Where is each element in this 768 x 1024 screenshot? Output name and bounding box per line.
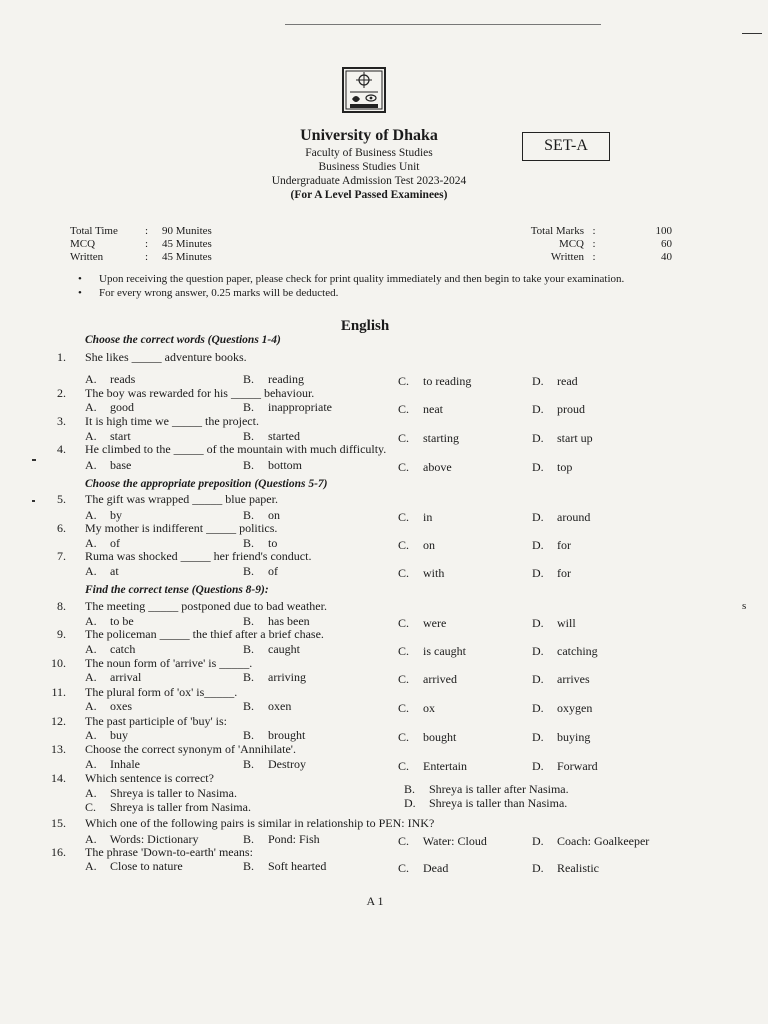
option-letter: C. [398, 566, 410, 580]
option-letter: A. [85, 859, 97, 873]
option-a[interactable] [85, 458, 131, 472]
question-text: Which one of the following pairs is similar in relationship to PEN: INK? [85, 816, 435, 830]
option-c[interactable] [398, 730, 456, 744]
option-c[interactable] [398, 538, 435, 552]
option-letter: A. [85, 786, 97, 800]
option-letter: B. [243, 757, 255, 771]
option-d[interactable] [532, 644, 598, 658]
option-text: in [423, 510, 433, 524]
option-c[interactable] [398, 402, 443, 416]
option-letter: A. [85, 728, 97, 742]
option-letter: D. [532, 616, 544, 630]
meta-key: MCQ [558, 238, 584, 250]
option-text: ox [423, 701, 435, 715]
question-text: The noun form of 'arrive' is _____. [85, 656, 253, 670]
option-letter: B. [243, 670, 255, 684]
option-letter: A. [85, 536, 97, 550]
question-number: 16. [51, 845, 66, 859]
question-number: 3. [57, 414, 66, 428]
option-text: arrival [110, 670, 142, 684]
meta-value: 45 Minutes [162, 251, 212, 263]
option-b[interactable] [243, 508, 280, 522]
option-letter: B. [243, 372, 255, 386]
question-number: 13. [51, 742, 66, 756]
option-letter: B. [243, 614, 255, 628]
option-letter: D. [532, 460, 544, 474]
option-text: Coach: Goalkeeper [557, 834, 650, 848]
option-text: Soft hearted [268, 859, 327, 873]
question-number: 14. [51, 771, 66, 785]
option-text: with [423, 566, 445, 580]
test-name: Undergraduate Admission Test 2023-2024 [271, 175, 467, 187]
option-text: Shreya is taller to Nasima. [110, 786, 237, 800]
option-text: Words: Dictionary [109, 832, 199, 846]
question-text: The gift was wrapped _____ blue paper. [85, 492, 278, 506]
question-number: 9. [57, 627, 66, 641]
option-letter: D. [532, 644, 544, 658]
margin-mark [32, 500, 35, 502]
option-text: top [557, 460, 573, 474]
option-letter: D. [532, 566, 544, 580]
option-text: for [557, 566, 571, 580]
option-b[interactable] [404, 782, 569, 796]
option-d[interactable] [532, 616, 576, 630]
option-a[interactable] [85, 670, 141, 684]
option-text: has been [268, 614, 310, 628]
option-text: will [557, 616, 576, 630]
option-letter: C. [398, 510, 410, 524]
option-letter: B. [243, 508, 255, 522]
option-text: Destroy [268, 757, 306, 771]
option-text: to be [110, 614, 134, 628]
option-text: Dead [423, 861, 449, 875]
faculty-name: Faculty of Business Studies [305, 147, 433, 159]
option-c[interactable] [398, 759, 467, 773]
option-text: at [110, 564, 119, 578]
option-letter: B. [243, 564, 255, 578]
question-number: 6. [57, 521, 66, 535]
option-a[interactable] [85, 536, 120, 550]
question-text: Choose the correct synonym of 'Annihilate'. [85, 742, 296, 756]
option-letter: A. [85, 400, 97, 414]
option-a[interactable] [85, 832, 198, 846]
option-b[interactable] [243, 757, 306, 771]
option-letter: A. [85, 699, 97, 713]
option-text: good [110, 400, 134, 414]
margin-letter: s [742, 600, 747, 612]
option-text: to [268, 536, 278, 550]
option-a[interactable] [85, 728, 128, 742]
question-number: 12. [51, 714, 66, 728]
marks-info [500, 225, 672, 264]
question-number: 2. [57, 386, 66, 400]
option-d[interactable] [532, 431, 593, 445]
option-letter: A. [85, 757, 97, 771]
meta-colon: : [592, 251, 596, 263]
option-b[interactable] [243, 832, 320, 846]
option-text: Shreya is taller from Nasima. [110, 800, 251, 814]
margin-mark [32, 459, 36, 461]
option-b[interactable] [243, 536, 277, 550]
option-a[interactable] [85, 859, 183, 873]
option-b[interactable] [243, 429, 300, 443]
option-letter: C. [398, 538, 410, 552]
unit-name: Business Studies Unit [318, 161, 420, 173]
option-letter: C. [398, 861, 410, 875]
question-text: My mother is indifferent _____ politics. [85, 521, 278, 535]
question-number: 15. [51, 816, 66, 830]
option-b[interactable] [243, 859, 326, 873]
option-text: catching [557, 644, 598, 658]
option-text: oxes [110, 699, 132, 713]
option-letter: A. [85, 429, 97, 443]
question-number: 8. [57, 599, 66, 613]
option-text: is caught [423, 644, 466, 658]
margin-mark [742, 33, 762, 34]
meta-colon: : [592, 225, 596, 237]
meta-colon: : [145, 238, 149, 250]
option-c[interactable] [398, 566, 444, 580]
section-heading: Choose the appropriate preposition (Questions 5-7) [85, 478, 328, 490]
question-number: 1. [57, 350, 66, 364]
option-text: of [268, 564, 278, 578]
option-a[interactable] [85, 564, 119, 578]
option-text: Water: Cloud [422, 834, 487, 848]
option-text: Close to nature [110, 859, 183, 873]
option-text: buy [110, 728, 128, 742]
question-text: The phrase 'Down-to-earth' means: [85, 845, 253, 859]
question-text: The policeman _____ the thief after a brief chase. [85, 627, 324, 641]
option-b[interactable] [243, 400, 332, 414]
set-label: SET-A [522, 132, 610, 161]
option-letter: B. [243, 458, 255, 472]
question-text: The boy was rewarded for his _____ behaviour. [85, 386, 315, 400]
option-letter: A. [85, 372, 97, 386]
page-number: A 1 [366, 894, 384, 908]
option-c[interactable] [398, 374, 471, 388]
option-letter: D. [532, 701, 544, 715]
option-text: oxygen [557, 701, 593, 715]
question-text: The past participle of 'buy' is: [85, 714, 227, 728]
option-text: on [423, 538, 435, 552]
option-text: reading [268, 372, 304, 386]
question-number: 11. [51, 685, 66, 699]
question-text: The plural form of 'ox' is_____. [85, 685, 238, 699]
option-text: start [110, 429, 131, 443]
option-a[interactable] [85, 508, 122, 522]
option-letter: C. [398, 402, 410, 416]
option-text: base [110, 458, 132, 472]
option-c[interactable] [398, 431, 459, 445]
option-text: started [268, 429, 300, 443]
option-text: start up [557, 431, 593, 445]
option-letter: B. [404, 782, 416, 796]
option-letter: C. [398, 431, 410, 445]
option-text: neat [423, 402, 443, 416]
option-letter: C. [398, 460, 410, 474]
option-text: inappropriate [268, 400, 332, 414]
examinee-group: (For A Level Passed Examinees) [290, 189, 448, 201]
option-text: oxen [268, 699, 292, 713]
option-c[interactable] [398, 861, 448, 875]
option-letter: D. [532, 730, 544, 744]
option-c[interactable] [398, 460, 452, 474]
option-d[interactable] [532, 834, 649, 848]
option-c[interactable] [398, 616, 446, 630]
meta-key: Written [550, 251, 584, 263]
option-c[interactable] [398, 834, 487, 848]
option-a[interactable] [85, 400, 134, 414]
option-a[interactable] [85, 372, 135, 386]
option-text: bottom [268, 458, 303, 472]
option-b[interactable] [243, 728, 305, 742]
option-text: arrives [557, 672, 590, 686]
option-text: of [110, 536, 120, 550]
meta-value: 100 [655, 225, 672, 237]
meta-colon: : [145, 251, 149, 263]
option-letter: D. [532, 861, 544, 875]
option-text: bought [423, 730, 457, 744]
option-letter: B. [243, 859, 255, 873]
option-text: Forward [557, 759, 598, 773]
question-text: She likes _____ adventure books. [85, 350, 247, 364]
question-text: He climbed to the _____ of the mountain with much difficulty. [85, 442, 387, 456]
option-text: around [557, 510, 591, 524]
option-letter: B. [243, 832, 255, 846]
question-number: 5. [57, 492, 66, 506]
meta-key: Total Marks [530, 225, 584, 237]
meta-key: MCQ [70, 238, 96, 250]
option-text: arrived [423, 672, 457, 686]
option-d[interactable] [404, 796, 567, 810]
option-a[interactable] [85, 699, 132, 713]
meta-value: 60 [661, 238, 672, 250]
option-letter: D. [532, 759, 544, 773]
option-text: Inhale [110, 757, 140, 771]
option-d[interactable] [532, 538, 571, 552]
meta-value: 40 [661, 251, 672, 263]
option-text: caught [268, 642, 300, 656]
option-letter: D. [532, 431, 544, 445]
option-text: read [557, 374, 578, 388]
option-text: Shreya is taller than Nasima. [429, 796, 568, 810]
option-letter: C. [398, 759, 410, 773]
option-text: buying [557, 730, 591, 744]
option-c[interactable] [85, 800, 251, 814]
instruction-text: Upon receiving the question paper, please check for print quality immediately and then begin to take your examination. [99, 273, 625, 285]
option-letter: B. [243, 699, 255, 713]
option-letter: D. [532, 402, 544, 416]
option-letter: C. [398, 730, 410, 744]
bullet: • [78, 273, 82, 285]
section-heading: Choose the correct words (Questions 1-4) [85, 334, 281, 346]
option-text: on [268, 508, 280, 522]
option-text: Entertain [423, 759, 467, 773]
option-letter: D. [532, 510, 544, 524]
option-letter: B. [243, 429, 255, 443]
bullet: • [78, 287, 82, 299]
option-d[interactable] [532, 701, 592, 715]
option-b[interactable] [243, 642, 300, 656]
option-letter: C. [398, 644, 410, 658]
option-b[interactable] [243, 372, 304, 386]
option-text: above [423, 460, 452, 474]
option-d[interactable] [532, 510, 590, 524]
option-d[interactable] [532, 566, 571, 580]
option-c[interactable] [398, 644, 466, 658]
university-name: University of Dhaka [300, 127, 438, 144]
meta-key: Total Time [70, 225, 118, 237]
option-c[interactable] [398, 510, 432, 524]
question-number: 4. [57, 442, 66, 456]
option-letter: A. [85, 508, 97, 522]
option-d[interactable] [532, 759, 598, 773]
option-letter: A. [85, 614, 97, 628]
option-letter: A. [85, 832, 97, 846]
time-info [70, 225, 212, 264]
option-b[interactable] [243, 670, 306, 684]
question-text: Ruma was shocked _____ her friend's conduct. [85, 549, 312, 563]
option-d[interactable] [532, 374, 578, 388]
option-text: for [557, 538, 571, 552]
option-a[interactable] [85, 757, 140, 771]
option-letter: D. [532, 374, 544, 388]
option-text: reads [110, 372, 136, 386]
option-c[interactable] [398, 701, 435, 715]
university-logo [341, 66, 387, 114]
option-b[interactable] [243, 564, 278, 578]
option-letter: C. [398, 672, 410, 686]
option-text: Realistic [557, 861, 599, 875]
exam-header [210, 126, 528, 202]
option-text: proud [557, 402, 585, 416]
option-letter: A. [85, 642, 97, 656]
option-letter: D. [532, 672, 544, 686]
meta-key: Written [70, 251, 104, 263]
question-text: It is high time we _____ the project. [85, 414, 259, 428]
question-text: The meeting _____ postponed due to bad weather. [85, 599, 327, 613]
option-d[interactable] [532, 672, 590, 686]
option-a[interactable] [85, 786, 237, 800]
option-letter: D. [532, 834, 544, 848]
option-text: were [423, 616, 447, 630]
option-text: to reading [423, 374, 472, 388]
meta-value: 90 Munites [162, 225, 212, 237]
option-text: brought [268, 728, 306, 742]
option-d[interactable] [532, 861, 599, 875]
option-letter: B. [243, 400, 255, 414]
option-d[interactable] [532, 730, 590, 744]
option-letter: D. [404, 796, 416, 810]
option-b[interactable] [243, 458, 302, 472]
top-rule [285, 24, 601, 25]
option-d[interactable] [532, 402, 585, 416]
instruction-text: For every wrong answer, 0.25 marks will be deducted. [99, 287, 339, 299]
meta-colon: : [145, 225, 149, 237]
question-number: 7. [57, 549, 66, 563]
option-a[interactable] [85, 642, 135, 656]
question-text: Which sentence is correct? [85, 771, 214, 785]
option-text: arriving [268, 670, 306, 684]
option-text: by [110, 508, 122, 522]
option-text: Pond: Fish [268, 832, 320, 846]
option-text: catch [110, 642, 136, 656]
question-number: 10. [51, 656, 66, 670]
option-letter: C. [398, 374, 410, 388]
option-letter: A. [85, 670, 97, 684]
option-letter: C. [85, 800, 97, 814]
option-text: starting [423, 431, 459, 445]
meta-colon: : [592, 238, 596, 250]
section-heading: Find the correct tense (Questions 8-9): [85, 584, 269, 596]
option-letter: C. [398, 616, 410, 630]
option-letter: A. [85, 564, 97, 578]
instructions [78, 272, 624, 300]
option-letter: C. [398, 701, 410, 715]
option-d[interactable] [532, 460, 572, 474]
option-letter: B. [243, 536, 255, 550]
option-letter: C. [398, 834, 410, 848]
option-letter: B. [243, 642, 255, 656]
option-letter: A. [85, 458, 97, 472]
option-b[interactable] [243, 614, 310, 628]
option-letter: D. [532, 538, 544, 552]
option-letter: B. [243, 728, 255, 742]
option-a[interactable] [85, 429, 131, 443]
option-b[interactable] [243, 699, 291, 713]
option-a[interactable] [85, 614, 134, 628]
option-text: Shreya is taller after Nasima. [429, 782, 569, 796]
meta-value: 45 Minutes [162, 238, 212, 250]
option-c[interactable] [398, 672, 457, 686]
subject-title: English [340, 318, 390, 334]
